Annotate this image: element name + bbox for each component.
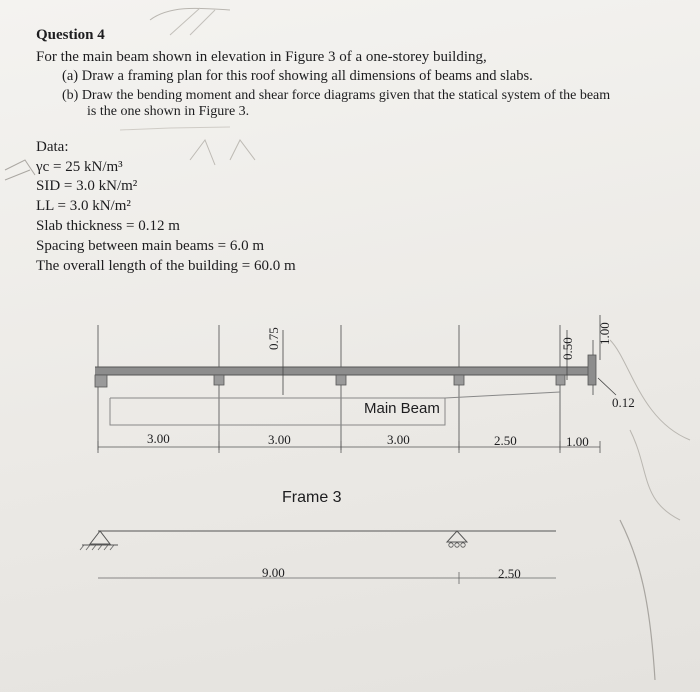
dim-column-height: 0.75 — [266, 327, 281, 350]
pencil-scribble — [170, 8, 215, 35]
roller-support — [447, 531, 467, 542]
main-beam-label: Main Beam — [364, 400, 440, 417]
question-part-b-continued: is the one shown in Figure 3. — [87, 104, 250, 119]
pencil-scribble — [5, 160, 35, 180]
secondary-beam — [556, 375, 565, 385]
span-label: 1.00 — [566, 434, 589, 449]
pin-support — [90, 531, 110, 544]
data-ll: LL = 3.0 kN/m² — [36, 198, 131, 214]
question-title: Question 4 — [36, 27, 105, 43]
main-beam-taper — [445, 392, 560, 398]
data-slab-thickness: Slab thickness = 0.12 m — [36, 218, 180, 234]
span-label: 3.00 — [268, 432, 291, 447]
data-building-length: The overall length of the building = 60.0 m — [36, 258, 296, 274]
secondary-beam — [454, 375, 464, 385]
pencil-scribble — [120, 127, 230, 130]
system-span-label: 2.50 — [498, 566, 521, 581]
span-label: 3.00 — [147, 431, 170, 446]
frame-label: Frame 3 — [282, 489, 342, 506]
data-beam-spacing: Spacing between main beams = 6.0 m — [36, 238, 264, 254]
dim-cantilever-depth: 0.50 — [560, 337, 575, 360]
data-label: Data: — [36, 139, 69, 155]
column-lines — [98, 325, 593, 450]
question-intro: For the main beam shown in elevation in Figure 3 of a one-storey building, — [36, 49, 487, 65]
pencil-scribble — [150, 8, 230, 20]
data-gamma-c: γc = 25 kN/m³ — [36, 159, 123, 175]
dim-slab-thickness: 0.12 — [612, 395, 635, 410]
pencil-scribble — [190, 140, 255, 165]
support-hatch — [80, 545, 114, 550]
secondary-beam — [336, 375, 346, 385]
data-sid: SID = 3.0 kN/m² — [36, 178, 138, 194]
roller-wheel — [461, 543, 465, 547]
pencil-scribble — [610, 340, 690, 520]
dim-end-upstand: 1.00 — [597, 322, 612, 345]
roller-wheel — [449, 543, 453, 547]
span-label: 2.50 — [494, 433, 517, 448]
dim-leader-slab — [598, 378, 616, 395]
pencil-scribble — [620, 520, 655, 680]
roof-slab — [95, 367, 595, 375]
span-label: 3.00 — [387, 432, 410, 447]
end-upstand — [588, 355, 596, 385]
roller-wheel — [455, 543, 459, 547]
secondary-beams — [95, 375, 565, 387]
secondary-beam — [95, 375, 107, 387]
question-part-b: (b) Draw the bending moment and shear force diagrams given that the statical system of the beam — [62, 88, 611, 103]
secondary-beam — [214, 375, 224, 385]
system-span-label: 9.00 — [262, 565, 285, 580]
question-part-a: (a) Draw a framing plan for this roof showing all dimensions of beams and slabs. — [62, 68, 533, 84]
